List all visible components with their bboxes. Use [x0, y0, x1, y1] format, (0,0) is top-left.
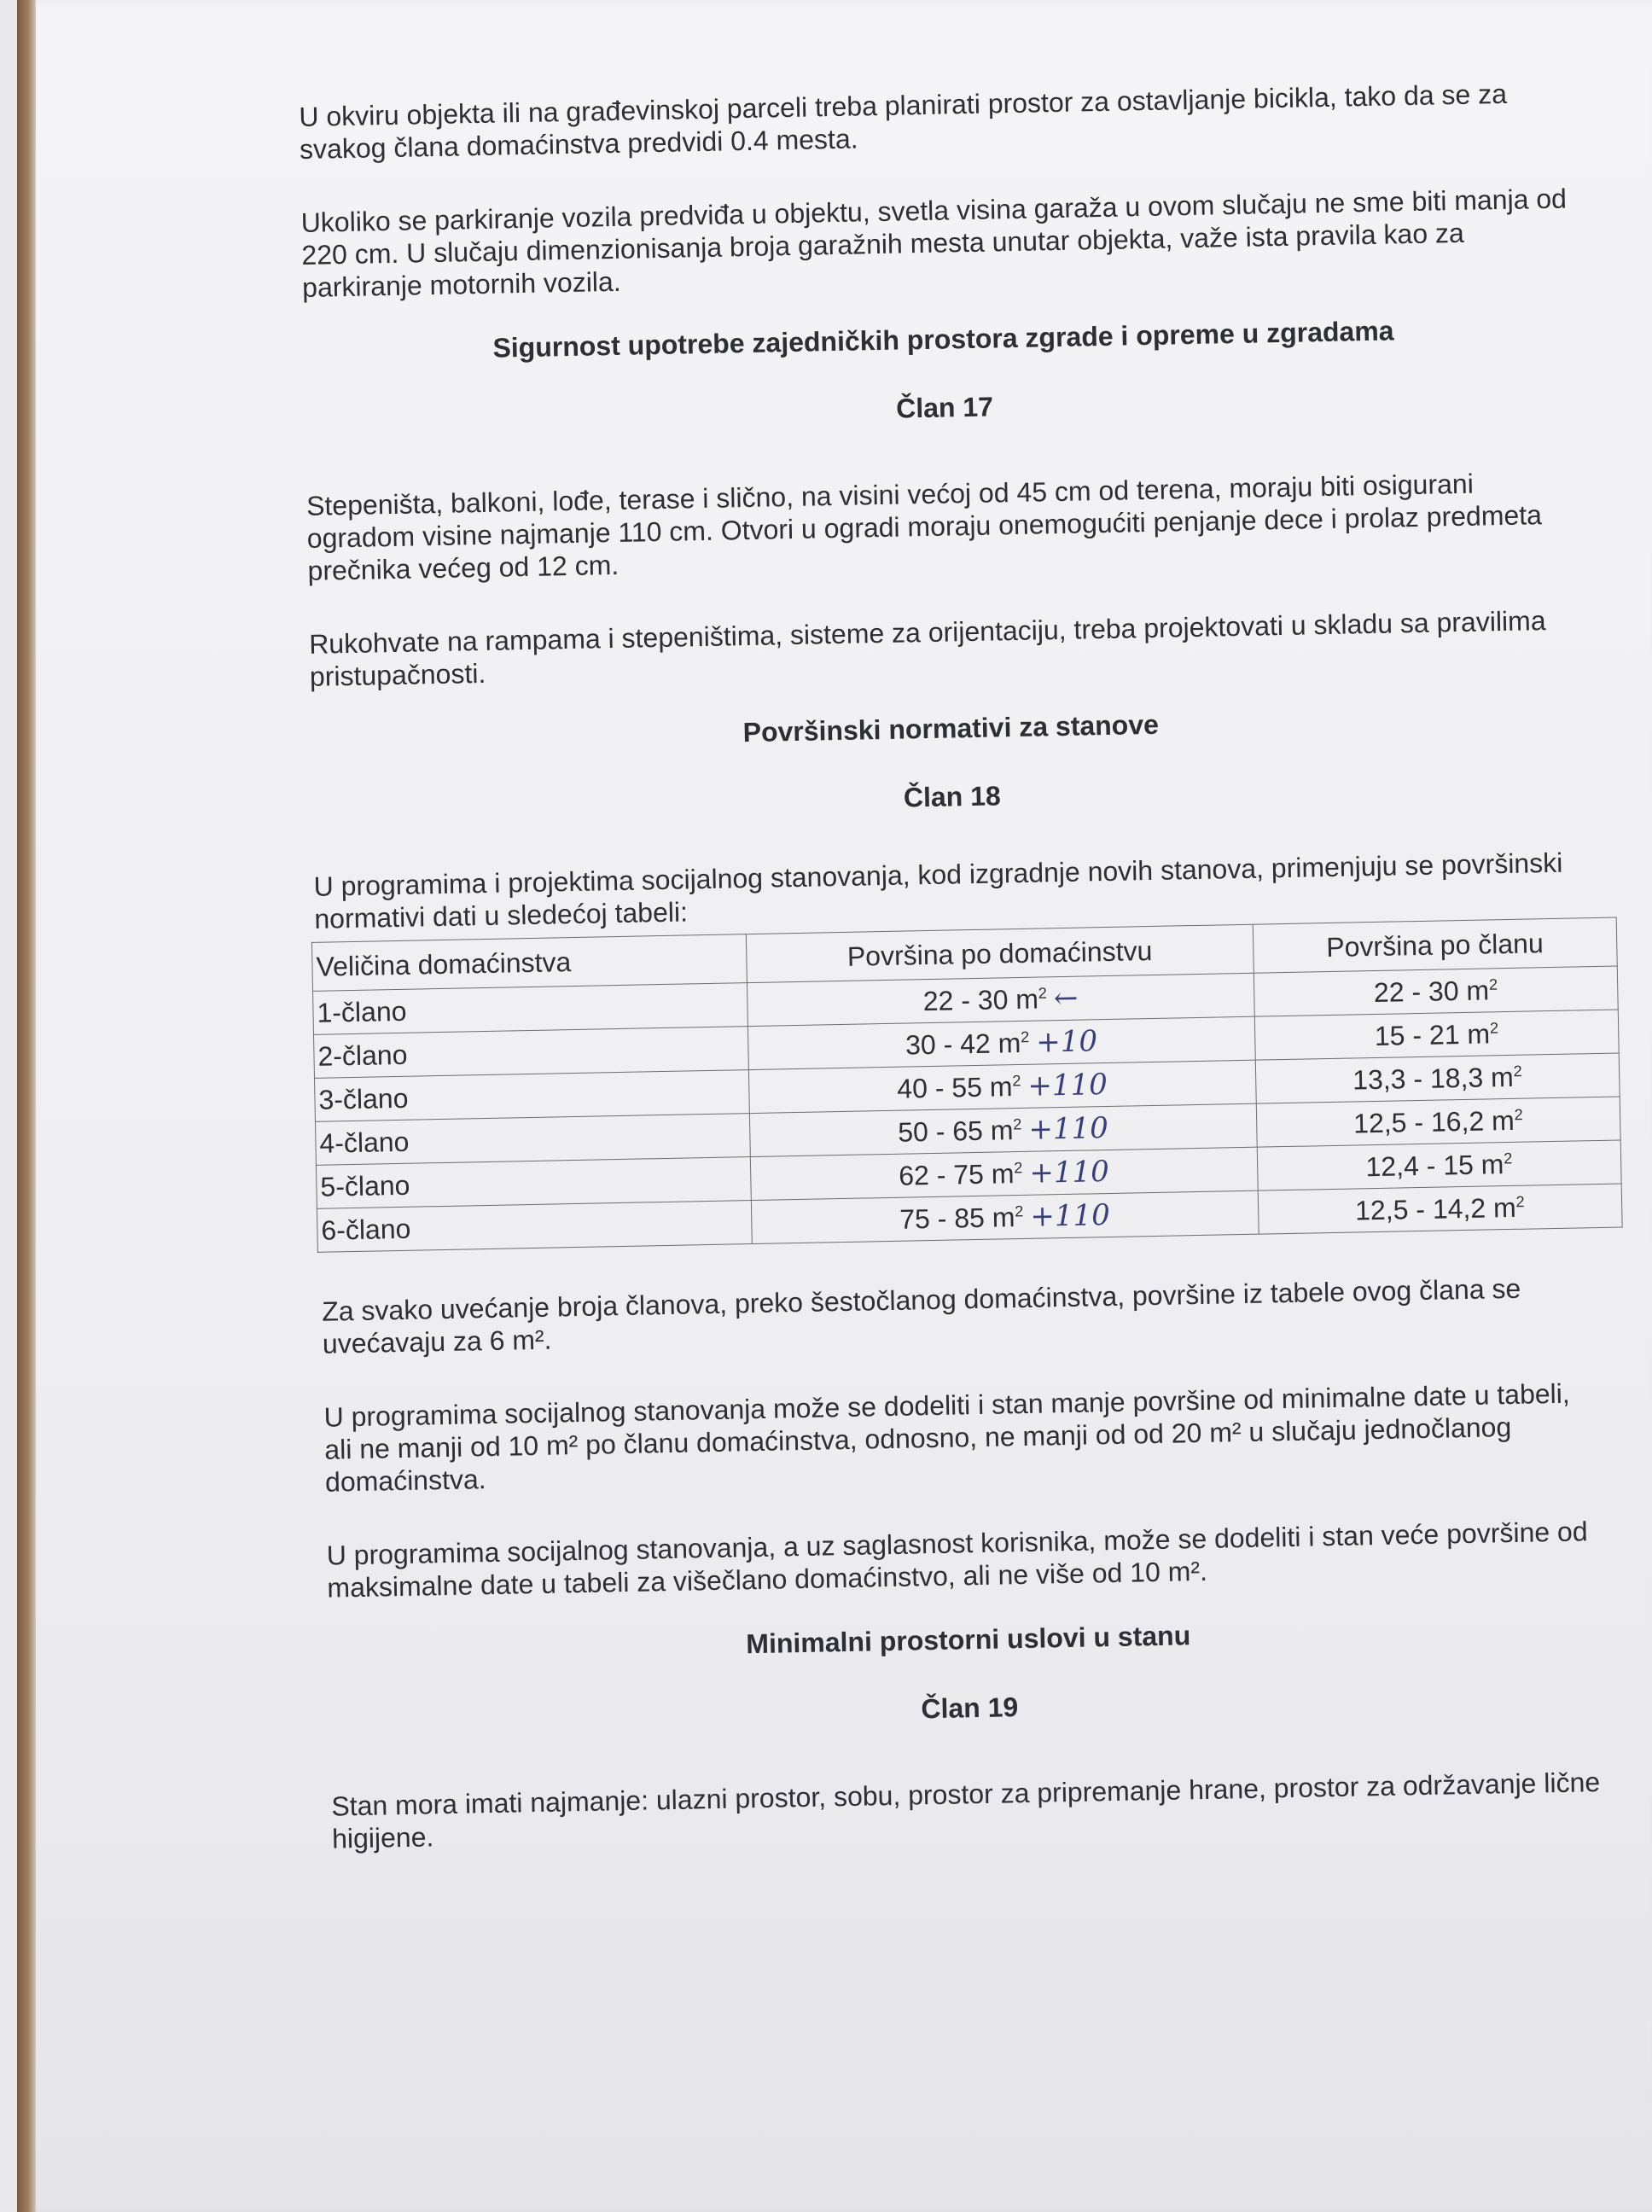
header-area-per-household: Površina po domaćinstvu [746, 924, 1253, 982]
page-edge [17, 0, 36, 2212]
section-heading-18: Površinski normativi za stanove [742, 708, 1160, 748]
member-area-value: 12,4 - 15 [1365, 1149, 1475, 1182]
member-area-value: 13,3 - 18,3 [1352, 1062, 1484, 1095]
cell-area-per-member [1257, 1140, 1621, 1190]
household-area-value: 22 - 30 [922, 984, 1009, 1017]
unit-label: m [1480, 1148, 1504, 1180]
article-19-paragraph-1: Stan mora imati najmanje: ulazni prostor, sobu, prostor za pripremanje hrane, prostor za održavanje lične higijene. [331, 1767, 1601, 1854]
cell-household-size: 2-člano [314, 1027, 749, 1079]
handwritten-note: +110 [1027, 1068, 1108, 1103]
cell-area-per-member [1254, 966, 1618, 1016]
cell-area-per-member [1258, 1184, 1622, 1234]
unit-superscript: 2 [1038, 984, 1048, 1002]
article-18-paragraph-3: U programima socijalnog stanovanja, a uz saglasnost korisnika, može se dodeliti i stan veće površine od maksimalne date u tabeli za višečlano domaćinstvo, ali ne više od 10 m². [326, 1516, 1588, 1604]
unit-superscript: 2 [1488, 975, 1498, 993]
unit-label: m [1466, 974, 1490, 1006]
cell-area-per-member [1256, 1097, 1620, 1147]
member-area-value: 15 - 21 [1374, 1018, 1460, 1051]
unit-label: m [1491, 1104, 1515, 1136]
section-heading-19: Minimalni prostorni uslovi u stanu [745, 1620, 1191, 1660]
unit-label: m [991, 1158, 1015, 1190]
table-body [313, 966, 1623, 1252]
unit-label: m [1467, 1017, 1491, 1050]
unit-label: m [1490, 1061, 1515, 1092]
unit-superscript: 2 [1020, 1028, 1030, 1046]
household-area-value: 40 - 55 [896, 1071, 983, 1104]
household-area-value: 50 - 65 [897, 1115, 984, 1148]
cell-household-size: 4-člano [315, 1114, 750, 1166]
unit-superscript: 2 [1489, 1019, 1499, 1037]
cell-household-size: 1-člano [313, 983, 748, 1035]
unit-superscript: 2 [1504, 1149, 1513, 1167]
unit-superscript: 2 [1015, 1202, 1024, 1220]
article-title-19: Član 19 [921, 1691, 1019, 1725]
member-area-value: 12,5 - 14,2 [1354, 1192, 1486, 1225]
handwritten-note: +110 [1030, 1197, 1111, 1234]
unit-label: m [998, 1027, 1021, 1059]
paper-sheet [17, 0, 1652, 2212]
handwritten-note: +10 [1035, 1024, 1098, 1060]
article-17-paragraph-1: Stepeništa, balkoni, lođe, terase i slično, na visini većoj od 45 cm od terena, moraju biti osigurani ogradom visine najmanje 110 cm. Otvori u ogradi moraju onemogućiti penjanje dece i prolaz predmeta prečnika većeg od 12 cm. [305, 468, 1543, 586]
unit-label: m [990, 1115, 1014, 1146]
unit-superscript: 2 [1514, 1105, 1523, 1123]
article-18-intro: U programima i projektima socijalnog stanovanja, kod izgradnje novih stanova, primenjuju se površinski normativi dati u sledećoj tabeli: [313, 847, 1563, 934]
handwritten-note: ← [1053, 981, 1079, 1016]
norms-table [311, 917, 1623, 1253]
household-area-value: 62 - 75 [898, 1158, 985, 1191]
household-area-value: 30 - 42 [905, 1027, 992, 1061]
unit-label: m [992, 1202, 1015, 1233]
unit-superscript: 2 [1014, 1159, 1023, 1177]
member-area-value: 22 - 30 [1373, 975, 1459, 1008]
unit-superscript: 2 [1515, 1192, 1525, 1210]
article-17-paragraph-2: Rukohvate na rampama i stepeništima, sisteme za orijentaciju, treba projektovati u skladu sa pravilima pristupačnosti. [308, 605, 1546, 692]
cell-area-per-member [1255, 1053, 1620, 1103]
article-title-17: Član 17 [895, 391, 994, 424]
header-household-size: Veličina domaćinstva [311, 934, 747, 992]
intro-paragraph-1: U okviru objekta ili na građevinskoj parceli treba planirati prostor za ostavljanje bicikla, tako da se za svakog člana domaćinstva predvidi 0.4 mesta. [299, 78, 1508, 165]
household-area-value: 75 - 85 [899, 1202, 986, 1235]
cell-area-per-household [751, 1190, 1258, 1243]
unit-label: m [1015, 983, 1039, 1016]
article-title-18: Član 18 [903, 780, 1002, 813]
cell-household-size: 3-člano [314, 1070, 749, 1122]
article-18-paragraph-2: U programima socijalnog stanovanja može se dodeliti i stan manje površine od minimalne date u tabeli, ali ne manji od 10 m² po članu domaćinstva, odnosno, ne manji od od 20 m² u slučaju jednočlanog domaćinstva. [323, 1377, 1571, 1498]
article-18-paragraph-1: Za svako uvećanje broja članova, preko šestočlanog domaćinstva, površine iz tabele ovog člana se uvećavaju za 6 m². [321, 1272, 1521, 1359]
unit-superscript: 2 [1513, 1062, 1522, 1080]
unit-label: m [1492, 1191, 1517, 1223]
document-body [299, 76, 1612, 1854]
intro-paragraph-2: Ukoliko se parkiranje vozila predviđa u objektu, svetla visina garaža u ovom slučaju ne sme biti manja od 220 cm. U slučaju dimenzionisanja broja garažnih mesta unutar objekta, važe ista pravila kao za parkiranje motornih vozila. [300, 183, 1568, 303]
member-area-value: 12,5 - 16,2 [1352, 1105, 1485, 1138]
cell-household-size: 6-člano [317, 1201, 752, 1253]
handwritten-note: +110 [1028, 1111, 1109, 1147]
handwritten-note: +110 [1029, 1155, 1110, 1190]
cell-household-size: 5-člano [316, 1157, 751, 1209]
unit-label: m [989, 1071, 1013, 1103]
unit-superscript: 2 [1013, 1115, 1022, 1133]
header-area-per-member: Površina po članu [1253, 917, 1618, 973]
cell-area-per-member [1254, 1010, 1619, 1060]
unit-superscript: 2 [1012, 1072, 1021, 1090]
section-heading-17: Sigurnost upotrebe zajedničkih prostora zgrade i opreme u zgradama [492, 315, 1394, 364]
